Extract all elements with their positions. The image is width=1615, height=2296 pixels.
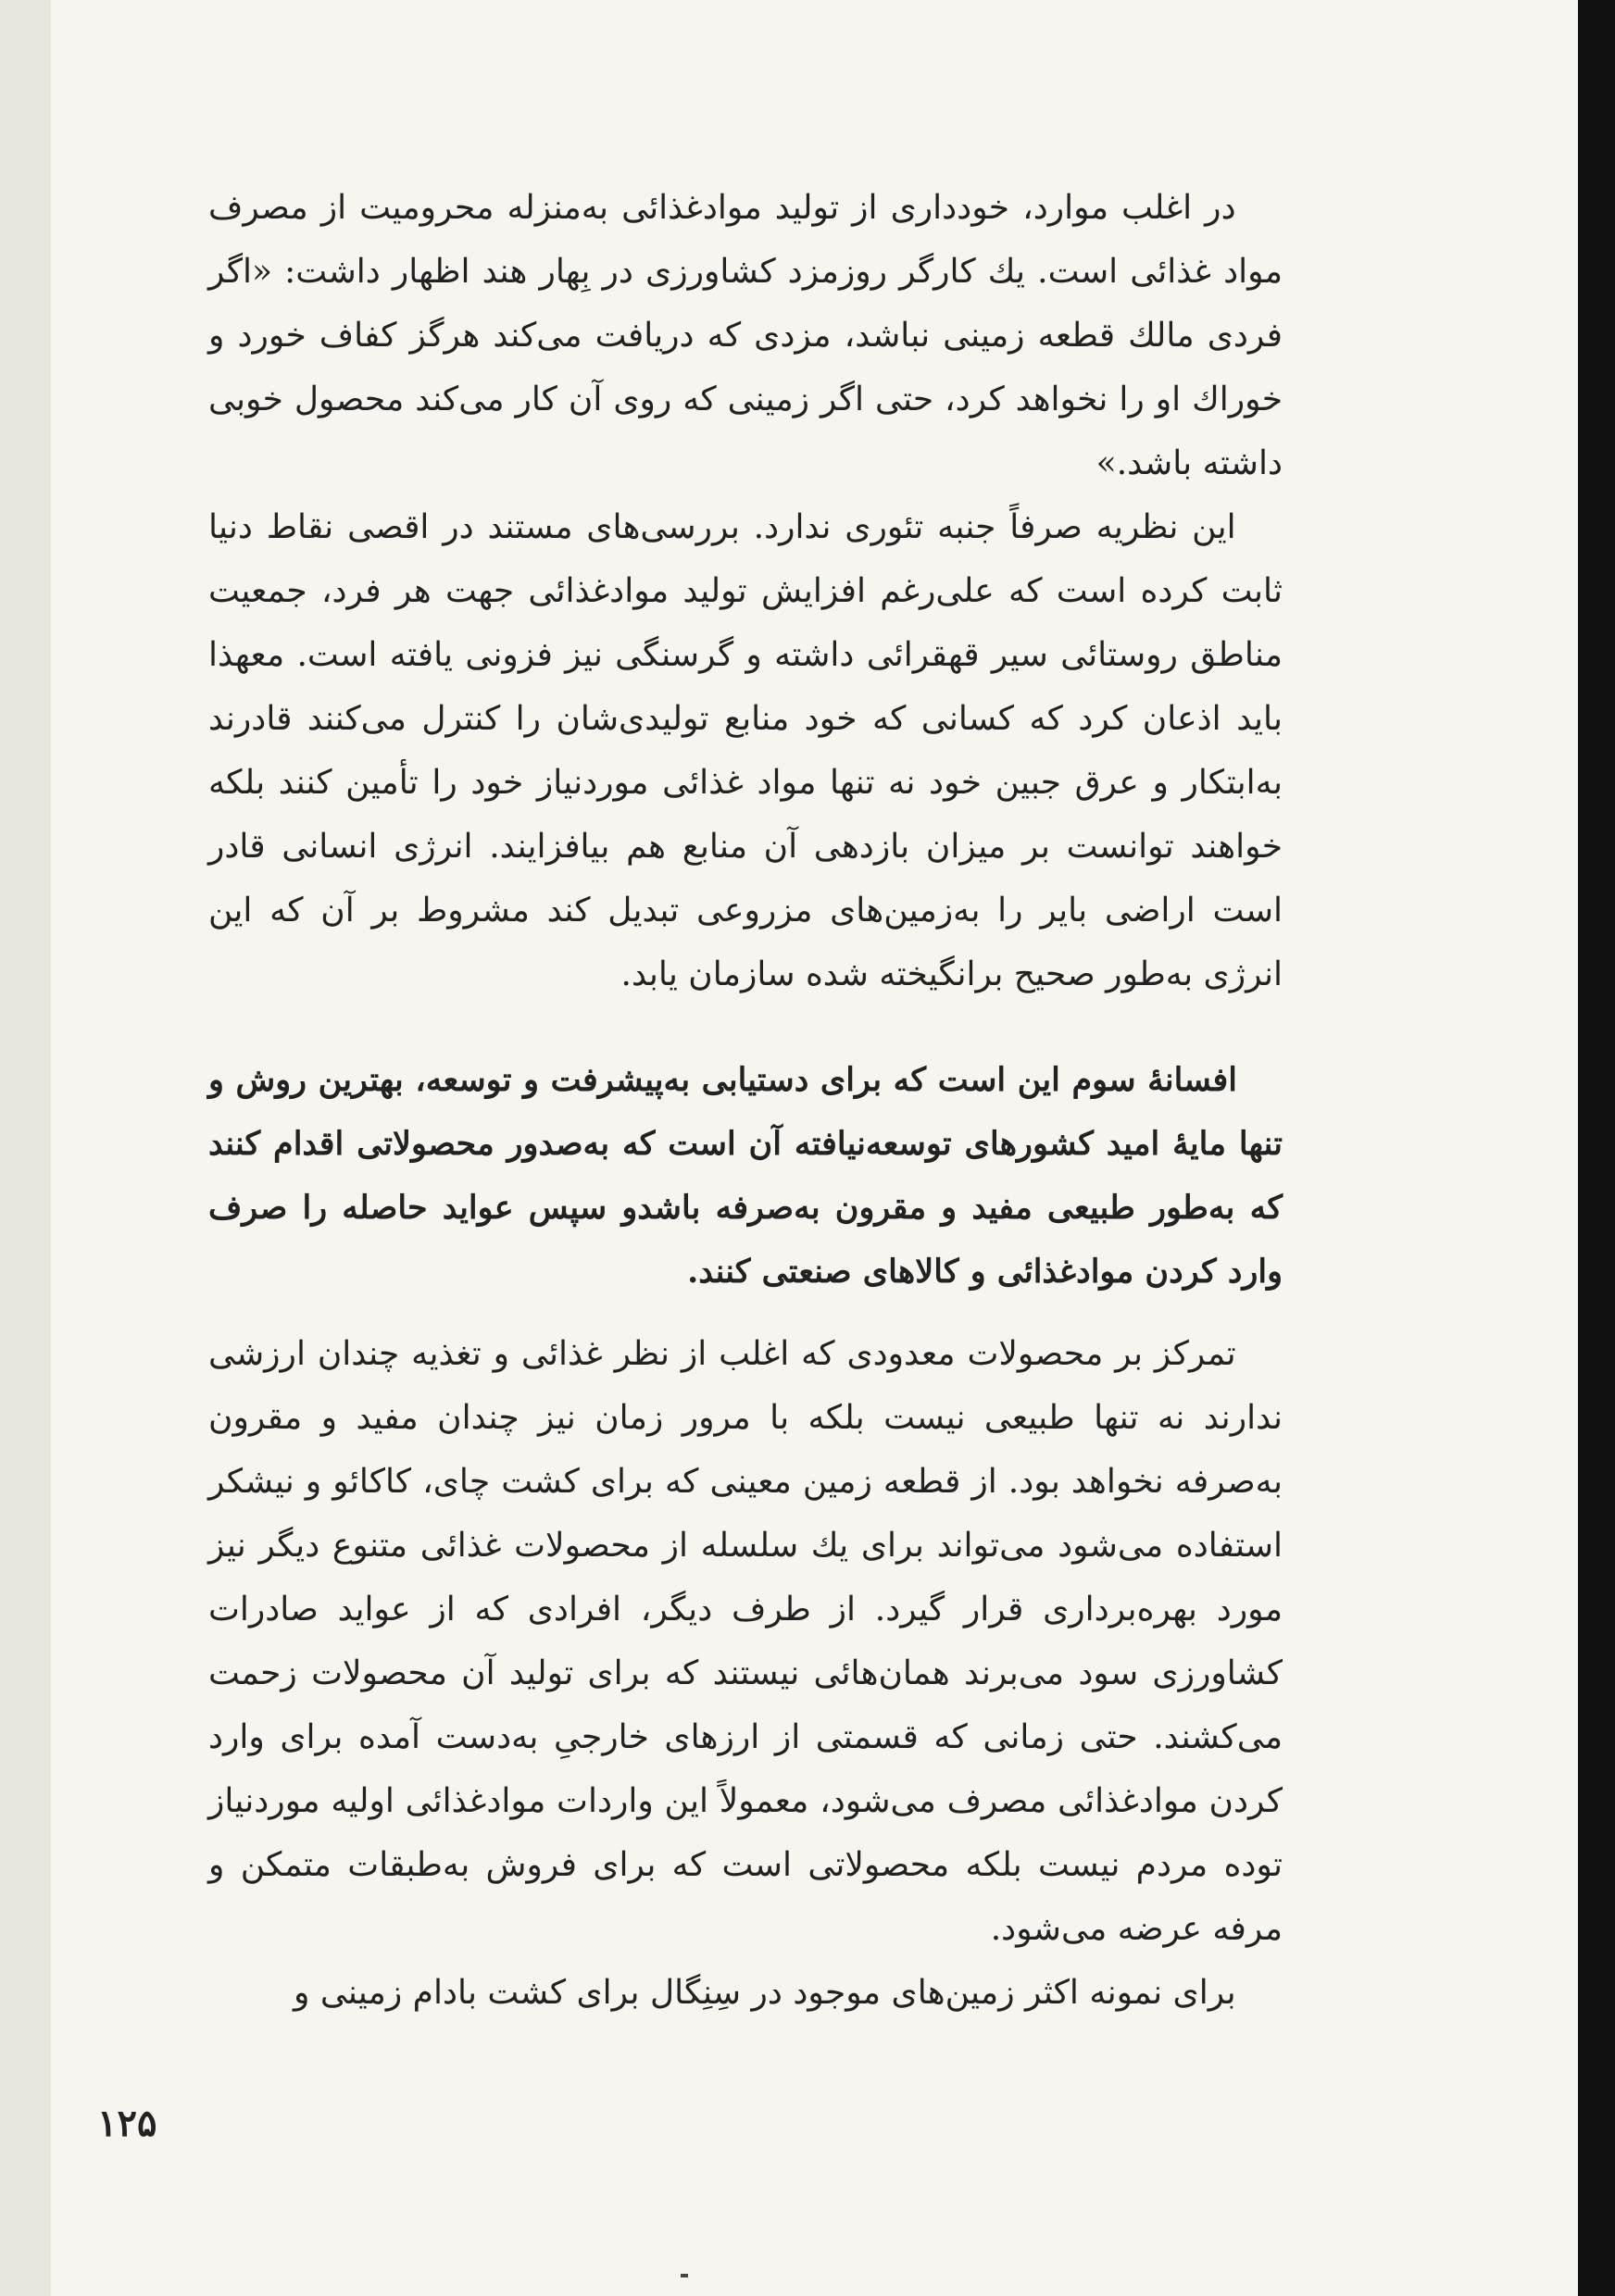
paragraph-2: این نظریه صرفاً جنبه تئوری ندارد. بررسی‌های مستند در اقصی نقاط دنیا ثابت کرده است که علی‌رغم افزایش تولید موادغذائی جهت هر فرد، جمعیت مناطق روستائی سیر قهقرائی داشته و گرسنگی نیز فزونی یافته است. معهذا باید اذعان کرد که کسانی که خود منابع تولیدی‌شان را کنترل می‌کنند قادرند به‌ابتکار و عرق جبین خود نه تنها مواد غذائی موردنیاز خود را تأمین کنند بلکه خواهند توانست بر میزان بازدهی آن منابع هم بیافزایند. انرژی انسانی قادر است اراضی بایر را به‌زمین‌های مزروعی تبدیل کند مشروط بر آن که این انرژی به‌طور صحیح برانگیخته شده سازمان یابد. <box>208 508 1283 993</box>
paragraph-5: برای نمونه اکثر زمین‌های موجود در سِنِگال برای کشت بادام زمینی و <box>294 1974 1236 2012</box>
paragraph-1: در اغلب موارد، خودداری از تولید موادغذائی به‌منزله محرومیت از مصرف مواد غذائی است. یك کارگر روزمزد کشاورزی در بِهار هند اظهار داشت: «اگر فردی مالك قطعه زمینی نباشد، مزدی که دریافت می‌کند هرگز کفاف خورد و خوراك او را نخواهد کرد، حتی اگر زمینی که روی آن کار می‌کند محصول خوبی داشته باشد.» <box>208 189 1283 482</box>
page-number: ۱۲۵ <box>97 2102 157 2145</box>
scan-speck <box>681 2274 688 2277</box>
paragraph-3-emphasized: افسانهٔ سوم این است که برای دستیابی به‌پیشرفت و توسعه، بهترین روش و تنها مایهٔ امید کشورهای توسعه‌نیافته آن است که به‌صدور محصولاتی اقدام کنند که به‌طور طبیعی مفید و مقرون به‌صرفه باشدو سپس عواید حاصله را صرف وارد کردن موادغذائی و کالاهای صنعتی کنند. <box>208 1061 1283 1291</box>
paragraph-4: تمرکز بر محصولات معدودی که اغلب از نظر غذائی و تغذیه چندان ارزشی ندارند نه تنها طبیعی نیست بلکه با مرور زمان نیز چندان مفید و مقرون به‌صرفه نخواهد بود. از قطعه زمین معینی که برای کشت چای، کاکائو و نیشکر استفاده می‌شود می‌تواند برای یك سلسله از محصولات غذائی متنوع دیگر نیز مورد بهره‌برداری قرار گیرد. از طرف دیگر، افرادی که از عواید صادرات کشاورزی سود می‌برند همان‌هائی نیستند که برای تولید آن محصولات زحمت می‌کشند. حتی زمانی که قسمتی از ارزهای خارجیِ به‌دست آمده برای وارد کردن موادغذائی مصرف می‌شود، معمولاً این واردات موادغذائی اولیه موردنیاز توده مردم نیست بلکه محصولاتی است که برای فروش به‌طبقات متمکن و مرفه عرضه می‌شود. <box>208 1335 1283 1948</box>
page-body <box>208 176 1283 2025</box>
scan-left-margin <box>0 0 51 2296</box>
scan-right-edge <box>1578 0 1615 2296</box>
